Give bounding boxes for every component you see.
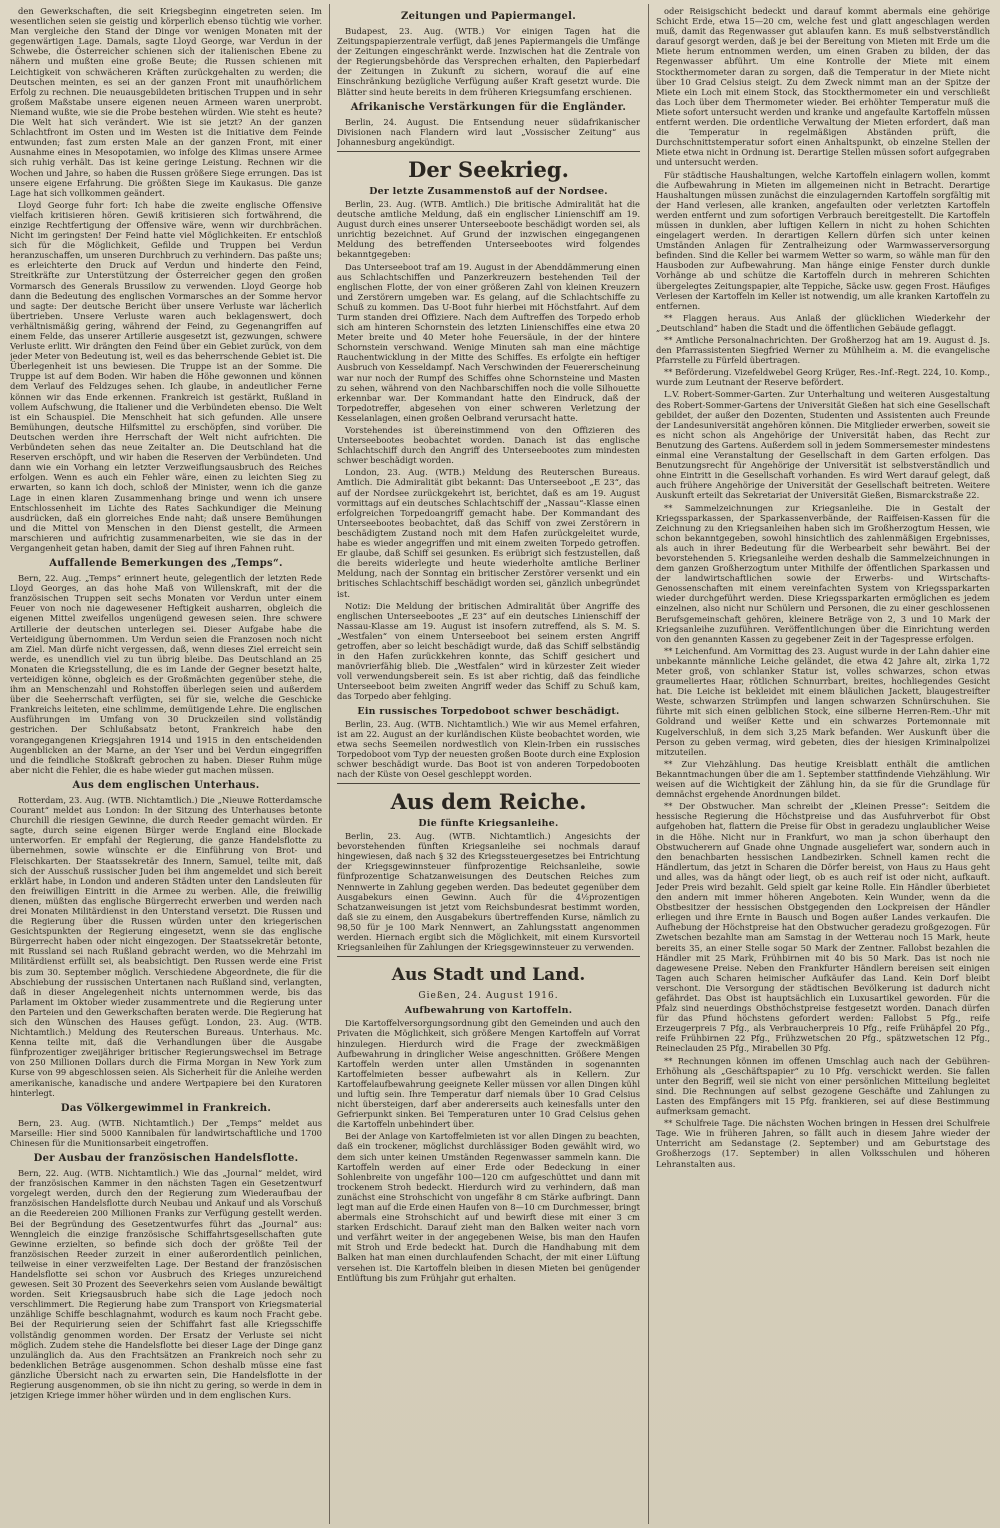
news-item: ** Rechnungen können im offenen Umschlag auch nach der Gebühren-Erhöhung als „Geschäftspapier“ zu 10 Pfg. verschickt werden. Sie fallen unter den Begriff, weil sie nicht von einer persönlichen Mitteilung begleitet sind. Die Rechnungen auf selbst gezogene Geschäfte und Zahlungen zu Lasten des Empfängers mit 15 Pfg. frankieren, sei auf diese Bestimmung aufmerksam gemacht.: [656, 1055, 990, 1117]
section-title: Der Seekrieg.: [408, 156, 569, 182]
article-heading: Aufbewahrung von Kartoffeln.: [404, 1005, 573, 1017]
article-paragraph: den Gewerkschaften, die seit Kriegsbeginn eingetreten seien. Im wesentlichen seien sie geistig und körperlich ebenso tüchtig wie vorher. Man vergleiche den Stand der Dinge vor wenigen Monaten mit der gegenwärtigen Lage. Damals, sagte Lloyd George, war Verdun in der Schwebe, die Österreicher schienen sich der italienischen Ebene zu nähern und mußten eine große Beute; die Russen schienen mit Leichtigkeit von schwächeren Kräften zurückgehalten zu werden; die Deutschen meinten, es sei an der ganzen Front mit unaufhörlichem Erfolg zu rechnen. Die neuausgebildeten britischen Truppen und in sehr großem Maßstabe unsere eigenen neuen Armeen waren unerprobt. Niemand wußte, wie sie die Probe bestehen würden. Wie steht es heute? Die Welt hat sich verändert. Wie ist sie jetzt? An der ganzen Schlachtfront im Osten und im Westen ist die Initiative dem Feinde entwunden; fast zum ersten Male an der ganzen Front, mit einer Ausnahme eines in Mesopotamien, wo infolge des Klimas unsere Armee sich ruhig verhält. Das ist keine geringe Leistung. Rechnen wir die Wochen und Jahre, so haben die Russen größere Siege errungen. Das ist unsere eigene Erfahrung. Die größten Siege im Kaukasus. Die ganze Lage hat sich vollkommen geändert.: [10, 6, 322, 198]
article-heading: Auffallende Bemerkungen des „Temps“.: [49, 558, 283, 570]
article-heading: Afrikanische Verstärkungen für die Engländer.: [350, 101, 627, 113]
article-paragraph: Berlin, 23. Aug. (WTB. Nichtamtlich.) Wie wir aus Memel erfahren, ist am 22. August an der kurländischen Küste beobachtet worden, wie etwa sechs Seemeilen nordwestlich von Klein-Irben ein russisches Torpedoboot vom Typ der neuesten großen Boote durch eine Explosion schwer beschädigt wurde. Das Boot ist von anderen Torpedobooten nach der Küste von Oesel geschleppt worden.: [337, 718, 640, 779]
article-paragraph: Das Unterseeboot traf am 19. August in der Abenddämmerung einen aus Schlachtschiffen und Panzerkreuzern bestehenden Teil der englischen Flotte, der von einer größeren Zahl von kleinen Kreuzern und Zerstörern umgeben war. Es gelang, auf die Schlachtschiffe zu Schuß zu kommen. Das U-Boot fuhr hierbei mit Höchstfahrt. Auf dem Turm standen drei Offiziere. Nach dem Auftreffen des Torpedo erhob sich am hinteren Schornstein des letzten Linienschiffes eine etwa 20 Meter breite und 40 Meter hohe Feuersäule, in der der hintere Schornstein verschwand. Wenige Minuten sah man eine mächtige Rauchentwicklung in der Mitte des Schiffes. Es erfolgte ein heftiger Ausbruch von Kesseldampf. Nach Verschwinden der Feuererscheinung war nur noch der Rumpf des Schiffes ohne Schornsteine und Masten zu sehen, während von den Nachbarschiffen noch die volle Silhouette erkennbar war. Der Kommandant hatte den Eindruck, daß der Torpedotreffer, abgesehen von einer schweren Verletzung der Kesselanlagen, einen großen Oelbrand verursacht hatte.: [337, 261, 640, 423]
article-heading: Der letzte Zusammenstoß auf der Nordsee.: [369, 185, 608, 197]
news-item: ** Flaggen heraus. Aus Anlaß der glücklichen Wiederkehr der „Deutschland“ haben die Stadt und die öffentlichen Gebäude geflaggt.: [656, 312, 990, 333]
article-paragraph: London, 23. Aug. (WTB.) Meldung des Reuterschen Bureaus. Amtlich. Die Admiralität gibt bekannt: Das Unterseeboot „E 23“, das auf der Nordsee zurückgekehrt ist, berichtet, daß es am 19. August vormittags auf ein deutsches Schlachtschiff der „Nassau“-Klasse einen erfolgreichen Torpedoangriff gemacht habe. Der Kommandant des Unterseebootes beobachtet, daß das Schiff von zwei Zerstörern in beschädigtem Zustand noch mit dem Hafen zurückgeleitet wurde, habe es wieder angegriffen und mit einem zweiten Torpedo getroffen. Er glaube, daß Schiff sei gesunken. Es erübrigt sich festzustellen, daß die bereits widerlegte und heute wiederholte amtliche Berliner Meldung, nach der Sonntag ein britischer Zerstörer versenkt und ein britisches Schlachtschiff beschädigt worden sei, gänzlich unbegründet ist.: [337, 467, 640, 599]
article-paragraph: Berlin, 23. Aug. (WTB. Amtlich.) Die britische Admiralität hat die deutsche amtliche Meldung, daß ein englischer Linienschiff am 19. August durch eines unserer Unterseeboote beschädigt worden sei, als unrichtig bezeichnet. Auf Grund der inzwischen eingegangenen Meldung des betreffenden Unterseebootes wird folgendes bekanntgegeben:: [337, 198, 640, 260]
article-paragraph: Bern, 22. Aug. „Temps“ erinnert heute, gelegentlich der letzten Rede Lloyd Georges, an das hohe Maß von Willenskraft, mit der die französischen Truppen seit sechs Monaten vor Verdun unter einem Feuer von noch nie dagewesener Heftigkeit ausharren, obgleich die eigenen Mittel zweifellos ungenügend gewesen seien. Ihre schwere Artillerie der deutschen unterlegen sei. Dieser Aufgabe habe die Verteidigung übernommen. Um Verdun seien die Franzosen noch nicht am Ziel. Man dürfe nicht vergessen, daß, wenn dieses Ziel erreicht sein werde, es unendlich viel zu tun übrig bleibe. Das Deutschland an 25 Monaten die Kriegsstellung, die es im Lande der Gegner besetzt halte, verteidigen könne, obgleich es der Großmächten gegenüber stehe, die ihm an Menschenzahl und Rohstoffen überlegen seien und außerdem über die Seeherrschaft verfügten, sei für sie, welche die Geschicke Frankreichs leiteten, eine schlimme, demütigende Lehre. Die englischen Ausführungen im Umfang von 30 Druckzeilen sind vollständig gestrichen. Der Schlußabsatz betont, Frankreich habe den vorangegangenen Kriegsjahren 1914 und 1915 in den entscheidenden Augenblicken an der Marne, an der Yser und bei Verdun eingegriffen und die feindliche Stoßkraft gebrochen zu haben. Dieser Ruhm müge aber nicht die Fehler, die es habe wieder gut machen müssen.: [10, 573, 322, 775]
article-paragraph: Vorstehendes ist übereinstimmend von den Offizieren des Unterseebootes beobachtet worden. Danach ist das englische Schlachtschiff durch den Angriff des Unterseebootes zum mindesten schwer beschädigt worden.: [337, 425, 640, 466]
column-right: [656, 6, 990, 1524]
news-item: ** Schulfreie Tage. Die nächsten Wochen bringen in Hessen drei Schulfreie Tage. Wie in früheren Jahren, so fällt auch in diesem Jahre wieder der Unterricht am Sedanstage (2. September) und am Geburtstage des Großherzogs (17. September) in allen Volksschulen und höheren Lehranstalten aus.: [656, 1118, 990, 1169]
news-item: ** Zur Viehzählung. Das heutige Kreisblatt enthält die amtlichen Bekanntmachungen über die am 1. September stattfindende Viehzählung. Wir weisen auf die Wichtigkeit der Zählung hin, da sie für die Grundlage für demnächst ergehende Anordnungen bildet.: [656, 758, 990, 800]
section-rule: [337, 783, 640, 784]
dateline: Gießen, 24. August 1916.: [418, 991, 559, 1002]
news-item: ** Amtliche Personalnachrichten. Der Großherzog hat am 19. August d. Js. den Pfarrassistenten Siegfried Werner zu Mühlheim a. M. die evangelische Pfarrstelle zu Fürfeld übertragen.: [656, 335, 990, 366]
article-paragraph: Notiz: Die Meldung der britischen Admiralität über Angriffe des englischen Unterseebootes „E 23“ auf ein deutsches Linienschiff der Nassau-Klasse am 19. August ist insofern zutreffend, als S. M. S. „Westfalen“ von einem Unterseeboot bei seinem ersten Angriff getroffen, aber so leicht beschädigt wurde, daß das Schiff selbständig in den Hafen zurückkehren konnte, das Schiff gesichert und manövrierfähig blieb. Die „Westfalen“ wird in kürzester Zeit wieder voll verwendungsbereit sein. Es ist aber richtig, daß das feindliche Unterseeboot beim zweiten Angriff weder das Schiff zu Schuß kam, das Torpedo aber fehlging.: [337, 600, 640, 702]
article-paragraph: Lloyd George fuhr fort: Ich habe die zweite englische Offensive vielfach kritisieren hören. Gewiß kritisieren sich fortwährend, die einzige Rechtfertigung der Offensive wäre, wenn wir durchbrächen. Nicht im geringsten! Der Feind hatte viel Möglichkeiten. Er entschloß sich für die Möglichkeit, Gefilde und Truppen bei Verdun heranzuschaffen, um unseren Durchbruch zu verhindern. Das paßte uns; es erleichterte den Druck auf Verdun und hinderte den Feind, Streitkräfte zur Unterstützung der Österreicher gegen den großen Vormarsch des Generals Brussilow zu verwenden. Lloyd George hob dann die Bedeutung des englischen Vormarsches an der Somme hervor und sagte: Der deutsche Bericht über unsere Verluste war lächerlich übertrieben. Unsere Verluste waren auch beklagenswert, doch verhältnismäßig gering, während der Feind, zu Gegenangriffen auf einem Felde, das unserer Artillerie ausgesetzt ist, gezwungen, schwere Verluste erlitt. Wir drängten den Feind über ein Gebiet zurück, von dem jeder Meter von Bedeutung ist, weil es das beherrschende Gebiet ist. Die Überlegenheit ist uns bewiesen. Die Truppe ist an der Somme. Die Truppe ist auf dem Boden. Wir haben die Höhe gewonnen und können dem Verlauf des Feldzuges sehen. Ich glaube, in andeutlicher Ferne können wir das Ende erkennen. Frankreich ist gestärkt, Rußland in vollem Aufschwung, die Italiener und die Verbündeten ebenso. Die Welt ist ein Schauspiel. Die Menschheit hat sich gefunden. Alle unsere Bemühungen, deutsche Hilfsmittel zu erschöpfen, sind vorüber. Die Deutschen werden ihre Herrschaft der Welt nicht aufrichten. Die Verbündeten sehen das neue Zeitalter an. Die Deutschland hat die Reserven erschöpft, und wir haben die Reserven der Verbündeten. Und dann wie ein Vorhang ein letzter Verzweiflungsausbruch des Reiches erfolgen. Wenn es auch ein Fehler wäre, einen zu leichten Sieg zu erwarten, so kann ich doch, schloß der Minister, wenn ich die ganze Lage in einen klaren Zusammenhang bringe und wenn ich unsere Entschlossenheit im Lichte des Rates Sachkundiger die Meinung ausdrücken, daß ein glorreiches Ende naht; daß unsere Bemühungen und die Mittel von Menschen in den Dienst gestellt, die Armeen marschieren und aufrichtig zusammenarbeiten, wie sie das in der Vergangenheit getan haben, damit der Sieg auf ihren Fahnen ruht.: [10, 199, 322, 553]
article-paragraph: Rotterdam, 23. Aug. (WTB. Nichtamtlich.) Die „Nieuwe Rotterdamsche Courant“ meldet aus London: In der Sitzung des Unterhauses betonte Churchill die riesigen Gewinne, die durch Reeder gemacht würden. Er sagte, durch seine eigenen Bürger werde England eine Blockade unterworfen. Er empfahl der Regierung, die ganze Handelsflotte zu übernehmen, sowie wünschte er die Einführung von Brot- und Fleischkarten. Der Staatssekretär des Innern, Samuel, teilte mit, daß sich der Ausschuß russischer Juden bei ihm angemeldet und sich bereit erklärt habe, in London und anderen Städten unter den Landsleuten für den freiwilligen Eintritt in die Armee zu werben. Alle, die freiwillig dienen, müßten das englische Bürgerrecht erwerben und werden nach drei Monaten Militärdienst in den Unterstand versetzt. Die Russen und die Regierung über die Russen würden unter den kriegerischen Gesichtspunkten der Regierung eingesetzt, wenn sie das englische Bürgerrecht haben oder nicht eingezogen. Der Staatssekretär betonte, mit Russland sei nach Rußland gebracht werden, wo die Mehrzahl im Militärdienst erfüllt sei, als beabsichtigt. Den Russen werde eine Frist bis zum 30. September möglich. Verschiedene Abgeordnete, die für die Abschiebung der russischen Untertanen nach Rußland sind, verlangten, daß in dieser Angelegenheit nichts unternommen werde, bis das Parlament im Oktober wieder zusammentrete und die Regierung unter den Parteien und den Gewerkschaften beraten werde. Die Regierung hat sich den Wünschen des Hauses gefügt. London, 23. Aug. (WTB. Nichtamtlich.) Meldung des Reuterschen Bureaus. Unterhaus. Mc. Kenna teilte mit, daß die Verhandlungen über die Ausgabe fünfprozentiger zweijähriger britischer Regierungswechsel im Betrage von 250 Millionen Dollars durch die Firma Morgan in New York zum Kurse von 99 abgeschlossen seien. Als Sicherheit für die Anleihe werden amerikanische, kanadische und andere Wertpapiere bei den Kuratoren hinterlegt.: [10, 794, 322, 1098]
article-paragraph: oder Reisigschicht bedeckt und darauf kommt abermals eine gehörige Schicht Erde, etwa 15—20 cm, welche fest und glatt angeschlagen werden muß, damit das Regenwasser gut ablaufen kann. Es muß selbstverständlich darauf gesorgt werden, daß je bei der Bereitung von Mieten mit Erde um die Miete herum entnommen werden, um einen Graben zu bilden, der das Regenwasser abführt. Um eine Kontrolle der Miete mit einem Stockthermometer daran zu sorgen, daß die Temperatur in der Miete nicht über 10 Grad Celsius steigt. Zu dem Zweck nimmt man an der Spitze der Miete ein Loch mit einem Stock, das Stockthermometer ein und verschließt das Loch über dem Thermometer wieder. Bei erhöhter Temperatur muß die Miete sofort untersucht werden und kranke und angefaulte Kartoffeln müssen entfernt werden. Die ordentliche Verwaltung der Mieten erfordert, daß man die Temperatur in regelmäßigen Abständen prüft, die Durchschnittstemperatur sofort einen Anhaltspunkt, ob einzelne Stellen der Miete etwa nicht in Ordnung ist. Derartige Stellen müssen sofort aufgegraben und untersucht werden.: [656, 6, 990, 168]
article-paragraph: Die Kartoffelversorgungsordnung gibt den Gemeinden und auch den Privaten die Möglichkeit, sich größere Mengen Kartoffeln auf Vorrat hinzulegen. Hierdurch wird die Frage der zweckmäßigen Aufbewahrung in dringlicher Weise angeschnitten. Größere Mengen Kartoffeln werden unter allen Umständen in sogenannten Kartoffelmieten besser aufbewahrt als in Kellern. Zur Kartoffelaufbewahrung geeignete Keller müssen vor allen Dingen kühl und luftig sein. Ihre Temperatur darf niemals über 10 Grad Celsius nicht übersteigen, darf aber andererseits auch keinesfalls unter den Gefrierpunkt sinken. Bei Temperaturen unter 10 Grad Celsius gehen die Kartoffeln unbehindert über.: [337, 1018, 640, 1130]
article-paragraph: Bern, 22. Aug. (WTB. Nichtamtlich.) Wie das „Journal“ meldet, wird der französischen Kammer in den nächsten Tagen ein Gesetzentwurf vorgelegt werden, durch den der Regierung zum Wiederaufbau der französischen Handelsflotte durch Neubau und Ankauf und als Vorschuß an die Reedereien 200 Millionen Franks zur Verfügung gestellt werden. Bei der Begründung des Gesetzentwurfes führt das „Journal“ aus: Wenngleich die einzige französische Schiffahrtsgesellschaften gute Gewinne erzielten, so befinde sich doch der größte Teil der französischen Reeder zurzeit in einer außerordentlich peinlichen, teilweise in einer verzweifelten Lage. Der Bestand der französischen Handelsflotte sei schon vor Ausbruch des Krieges unzureichend gewesen. Seit 30 Prozent des Seeverkehrs seien vom Auslande bewältigt worden. Seit Kriegsausbruch habe sich die Lage jedoch noch verschlimmert. Die Regierung habe zum Transport von Kriegsmaterial unzählige Schiffe beschlagnahmt, wodurch es kaum noch Fracht gebe. Bei der Requirierung seien der Schiffahrt fast alle Kriegsschiffe vollständig genommen worden. Der Ersatz der Verluste sei nicht möglich. Zudem stehe die Handelsflotte bei dieser Lage der Dinge ganz unzulänglich da. Aus den Frachtsätzen an Frankreich noch sehr zu bedenklichen Beträge ausgenommen. Schon deshalb müsse eine fast gänzliche Übersicht nach zu erwarten sein, Die Handelsflotte in der Regierung ausgenommen, ob sie ihn nicht zu gering, so werde in dem in jetzigen Kriege immer höher würden und in dem englischen Kurs.: [10, 1168, 322, 1401]
news-item: ** Der Obstwucher. Man schreibt der „Kleinen Presse“: Seitdem die hessische Regierung die Höchstpreise und das Ausfuhrverbot für Obst aufgehoben hat, flattern die Preise für Obst in geradezu unglaublicher Weise in die Höhe. Nicht nur in Frankfurt, wo man ja schon überhaupt den Obstwucherern auf Gnade ohne Ungnade ausgeliefert war, sondern auch in den benachbarten hessischen Landbezirken. Schnell kamen recht die Händlertum, das jetzt in Scharen die Dörfer bereist, von Haus zu Haus geht und alles, was da hängt oder liegt, ob es auch reif ist oder nicht, aufkauft. Jeder Preis wird bezahlt. Geld spielt gar keine Rolle. Ein Händler überbietet den andern mit immer höheren Angeboten. Kein Wunder, wenn da die Obstbesitzer der hessischen Obstgegenden den Lockpreisen der Händler erliegen und ihre Ernte in Bausch und Bogen außer Landes verkaufen. Die Aufhebung der Höchstpreise hat den Obstwucher geradezu großgezogen. Für Zwetschen bezahlte man am Samstag in der Wetterau noch 15 Mark, heute bereits 35, an einer Stelle sogar 50 Mark der Zentner. Fallobst bezahlen die Händler mit 25 Mark, Frühbirnen mit 40 bis 50 Mark. Das ist noch nie dagewesene Preise. Neben den Frankfurter Händlern bereisen seit einigen Tagen auch Scharen heimischer Aufkäufer das Land. Kein Dorf bleibt verschont. Die Versorgung der städtischen Bevölkerung ist dadurch nicht gefährdet. Das Obst ist hauptsächlich ein Luxusartikel geworden. Für die Pfalz sind neuerdings Obsthöchstpreise festgesetzt worden. Danach dürfen für das Pfund höchstens gefordert werden: Fallobst 5 Pfg., reife Erzeugerpreis 7 Pfg., als Verbraucherpreis 10 Pfg., reife Frühäpfel 20 Pfg., reife Frühbirnen 22 Pfg., Frühzwetschen 20 Pfg., spätzwetschen 12 Pfg., Reineclauden 25 Pfg., Mirabellen 30 Pfg.: [656, 801, 990, 1054]
column-middle: [337, 6, 640, 1524]
article-paragraph: Budapest, 23. Aug. (WTB.) Vor einigen Tagen hat die Zeitungspapierzentrale verfügt, daß jenes Papiermangels die Umfänge der Zeitungen eingeschränkt werde. Inzwischen hat die Zentrale von der Regierungsbehörde das Versprechen erhalten, den Papierbedarf der Zeitungen in Zukunft zu sichern, worauf die auf eine Einschränkung bezügliche Verfügung außer Kraft gesetzt wurde. Die Blätter sind heute bereits in dem früheren Kriegsumfang erschienen.: [337, 26, 640, 97]
article-heading: Die fünfte Kriegsanleihe.: [418, 818, 559, 830]
section-rule: [337, 151, 640, 152]
news-item: ** Beförderung. Vizefeldwebel Georg Krüger, Res.-Inf.-Regt. 224, 10. Komp., wurde zum Leutnant der Reserve befördert.: [656, 367, 990, 388]
article-paragraph: Berlin, 23. Aug. (WTB. Nichtamtlich.) Angesichts der bevorstehenden fünften Kriegsanleihe sei nochmals darauf hingewiesen, daß nach § 32 des Kriegssteuergesetzes bei Entrichtung der Kriegsgewinnsteuer fünfprozentige Reichsanleihe, sowie fünfprozentige Schatzanweisungen des Deutschen Reiches zum Nennwerte in Zahlung gegeben werden. Das bedeutet gegenüber dem Ausgabekurs einen Gewinn. Auch für die 4½prozentigen Schatzanweisungen ist jetzt vom Reichsbundesrat bestimmt worden, daß sie zu einem, den Ausgabekurs übertreffenden Kurse, nämlich zu 98,50 für je 100 Mark Nennwert, an Zahlungsstatt angenommen werden. Hiernach ergibt sich die Möglichkeit, mit einem Kursvorteil Kriegsanleihen für Zahlungen der Kriegsgewinnsteuer zu verwenden.: [337, 831, 640, 953]
section-rule: [337, 956, 640, 957]
section-title: Aus Stadt und Land.: [391, 965, 586, 986]
news-item: ** Sammelzeichnungen zur Kriegsanleihe. Die in Gestalt der Kriegssparkassen, der Sparkassenverbände, der Raiffeisen-Kassen für die Zeichnung zu den Kriegsanleihen haben sich im Großherzogtum Hessen, wie schon bekanntgegeben, sowohl hinsichtlich des zahlenmäßigen Ergebnisses, als auch in ihrer Bedeutung für die Werbearbeit sehr bewährt. Bei der bevorstehenden 5. Kriegsanleihe werden deshalb die Sammelzeichnungen in dem ganzen Großherzogtum unter Mithilfe der öffentlichen Sparkassen und der landwirtschaftlichen sowie der Erwerbs- und Wirtschafts-Genossenschaften mit einem vereinfachten System von Kriegssparkarten wieder durchgeführt werden. Diese Kriegssparkarten ermöglichen es jedem einzelnen, also nicht nur Schülern und Personen, die zu einer geschlossenen Berufsgemeinschaft gehören, kleinere Beträge von 2, 3 und 10 Mark der Kriegsanleihe zuzuführen. Veröffentlichungen über die Einrichtung werden von den genannten Kassen zu gegebener Zeit in der Tagespresse erfolgen.: [656, 502, 990, 644]
article-paragraph: Für städtische Haushaltungen, welche Kartoffeln einlagern wollen, kommt die Aufbewahrung in Mieten im allgemeinen nicht in Betracht. Derartige Haushaltungen müssen zunächst die einzulagernden Kartoffeln sorgfältig mit der Hand verlesen, alle kranken, angefaulten oder verletzten Kartoffeln werden entfernt und zum sofortigen Verbrauch bereitgestellt. Die Kartoffeln müssen in dunklen, aber luftigen Kellern in nicht zu hohen Schichten eingelagert werden. In derartigen Kellern dürfen sich unter keinen Umständen Anlagen für Zentralheizung oder Warmwasserversorgung befinden. Sind die Keller bei warmem Wetter so warm, so wähle man für den Hausboden zur Aufbewahrung. Man hänge einige Fenster durch dunkle Vorhänge ab und schütze die Kartoffeln durch in mehreren Schichten übergelegtes Zeitungspapier, alte Teppiche, Säcke usw. gegen Frost. Häufiges Verlesen der Kartoffeln im Keller ist notwendig, um alle kranken Kartoffeln zu entfernen.: [656, 169, 990, 311]
column-left: [10, 6, 322, 1524]
article-heading: Aus dem englischen Unterhaus.: [72, 779, 260, 791]
section-title: Aus dem Reiche.: [390, 789, 587, 815]
column-rule: [648, 4, 649, 1524]
article-paragraph: Bern, 23. Aug. (WTB. Nichtamtlich.) Der „Temps“ meldet aus Marseille: Hier sind 5000 Kannibalen für landwirtschaftliche und 1700 Chinesen für die Munitionsarbeit eingetroffen.: [10, 1117, 322, 1148]
article-heading: Zeitungen und Papiermangel.: [401, 11, 576, 22]
article-heading: Das Völkergewimmel in Frankreich.: [60, 1102, 272, 1114]
article-paragraph: Bei der Anlage von Kartoffelmieten ist vor allen Dingen zu beachten, daß ein trockener, möglichst durchlässiger Boden gewählt wird, wo dem sich unter keinen Umständen Regenwasser sammeln kann. Die Kartoffeln werden auf einer Erde oder Bedeckung in einer Sohlenbreite von ungefähr 100—120 cm aufgeschüttet und dann mit trockenem Stroh bedeckt. Hierdurch wird zu verhindern, daß man zunächst eine Strohschicht von ungefähr 8 cm Stärke aufbringt. Dann legt man auf die Erde einen Haufen von 8—10 cm Durchmesser, bringt abermals eine Strohschicht auf und bewirft diese mit einer 3 cm starken Erdschicht. Darauf zieht man den Balken weiter nach vorn und verfährt weiter in der angegebenen Weise, bis man den Haufen mit Stroh und Erde bedeckt hat. Durch die Handhabung mit dem Balken hat man einen durchlaufenden Schacht, der mit einer Lüftung versehen ist. Die Kartoffeln bleiben in diesen Mieten bei genügender Entlüftung bis zum Frühjahr gut erhalten.: [337, 1131, 640, 1283]
article-heading: Ein russisches Torpedoboot schwer beschädigt.: [357, 705, 620, 717]
news-item: L.V. Robert-Sommer-Garten. Zur Unterhaltung und weiteren Ausgestaltung des Robert-Sommer-Gartens der Universität Gießen hat sich eine Gesellschaft gebildet, der außer den Dozenten, Studenten und Assistenten auch Freunde der Landesuniversität angehören können. Die Mitglieder erwerben, soweit sie es nicht schon als Angehörige der Universität haben, das Recht zur Benutzung des Gartens. Außerdem soll in jedem Sommersemester mindestens einmal eine Veranstaltung der Gesellschaft in dem Garten erfolgen. Das Benutzungsrecht für Angehörige der Universität ist selbstverständlich und ohne Eintritt in die Gesellschaft vorhanden. Es wird Wert darauf gelegt, daß auch frühere Angehörige der Universität der Gesellschaft beitreten. Weitere Auskunft erteilt das Sekretariat der Universität Gießen, Bismarckstraße 22.: [656, 389, 990, 501]
article-heading: Der Ausbau der französischen Handelsflotte.: [33, 1153, 299, 1165]
news-item: ** Leichenfund. Am Vormittag des 23. August wurde in der Lahn dahier eine unbekannte männliche Leiche geländet, die etwa 42 Jahre alt, zirka 1,72 Meter groß, von schlanker Statur ist, volles schwarzes, schon etwas graumeliertes Haar, rötlichen Schnurrbart, breites, hochliegendes Gesicht hat. Die Leiche ist bekleidet mit einem bläulichen Jackett, blaugestreifter Weste, schwarzen Strümpfen und langen schwarzen Schnürschuhen. Sie führte mit sich einen gelblichen Stock, eine silberne Herren-Rem.-Uhr mit Goldrand und weißer Kette und ein schwarzes Portemonnaie mit Kugelverschluß, in dem sich 3,25 Mark befanden. Wer Auskunft über die Person zu geben vermag, wird gebeten, dies der hiesigen Kriminalpolizei mitzuteilen.: [656, 645, 990, 757]
column-rule: [329, 4, 330, 1524]
article-paragraph: Berlin, 24. August. Die Entsendung neuer südafrikanischer Divisionen nach Flandern wird laut „Vossischer Zeitung“ aus Johannesburg angekündigt.: [337, 116, 640, 147]
